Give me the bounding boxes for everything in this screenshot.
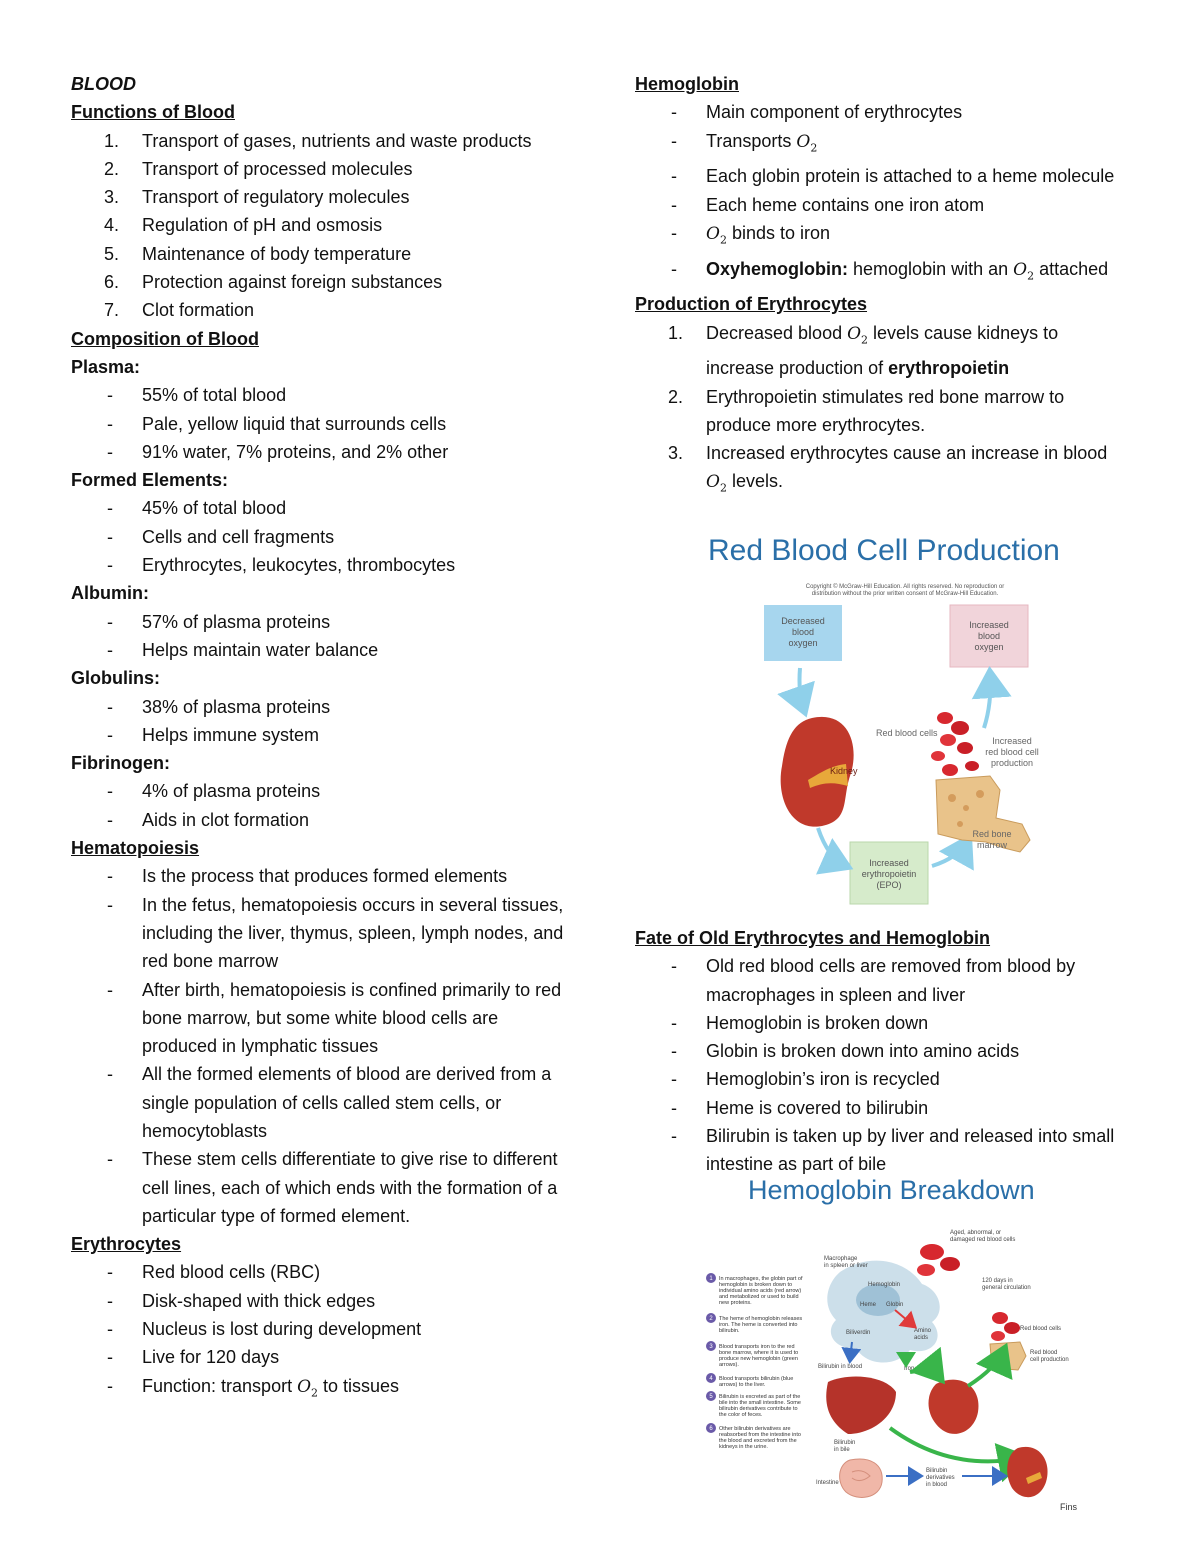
list-item: - Transports $O_2$: [671, 130, 818, 154]
functions-heading: Functions of Blood: [71, 102, 235, 123]
hemoglobin-heading: Hemoglobin: [635, 74, 739, 94]
rbc-label: Red blood cells: [1020, 1326, 1062, 1332]
list-item: 1. Decreased blood $O_2$ levels cause kidneys to increase production of erythropoietin: [668, 322, 1059, 379]
list-item: 3. Increased erythrocytes cause an increase in blood $O_2$ levels.: [668, 443, 1108, 495]
svg-text:bile into the small intestine.: bile into the small intestine. Some: [719, 1400, 801, 1406]
svg-text:the color of feces.: the color of feces.: [719, 1412, 763, 1418]
svg-text:and metabolized or used to bui: and metabolized or used to build: [719, 1294, 799, 1300]
list-item: - 55% of total blood: [107, 385, 287, 406]
list-number: 2.: [104, 158, 120, 179]
svg-text:1: 1: [709, 1276, 713, 1282]
bone-marrow-label: Red bone: [972, 829, 1012, 839]
list-item: - Aids in clot formation: [107, 809, 310, 830]
increased-production-label: red blood cell: [985, 747, 1039, 757]
increased-production-label: Increased: [992, 736, 1032, 746]
list-item: - These stem cells differentiate to give rise to different cell lines, each of which ends with the formation of a particular type of formed element.: [107, 1149, 558, 1226]
hemoglobin-label: Hemoglobin: [868, 1282, 901, 1288]
bone-marrow-label: marrow: [976, 840, 1008, 850]
list-number: 5.: [104, 243, 120, 264]
svg-text:(EPO): (EPO): [876, 880, 902, 890]
svg-text:Blood transports iron to the r: Blood transports iron to the red: [719, 1344, 795, 1350]
right-column: [635, 70, 1125, 503]
rbc-production-label: cell production: [1030, 1357, 1069, 1363]
list-item: - Each heme contains one iron atom: [671, 194, 985, 215]
o2-formula: $O_2$: [706, 223, 727, 247]
list-item: - Erythrocytes, leukocytes, thrombocytes: [107, 555, 456, 576]
svg-text:5: 5: [709, 1394, 713, 1400]
increased-production-label: production: [990, 758, 1034, 768]
arrow-to-increased: [984, 674, 990, 728]
list-item: 7. Clot formation: [71, 296, 571, 324]
bilirubin-derivatives-label: in blood: [926, 1482, 948, 1488]
red-blood-cells-icon: [931, 712, 979, 776]
svg-text:kidneys in the urine.: kidneys in the urine.: [719, 1444, 768, 1450]
list-item: - In the fetus, hematopoiesis occurs in several tissues, including the liver, thymus, spleen, lymph nodes, and red bone marrow: [107, 894, 564, 972]
circulation-label: 120 days in: [982, 1278, 1013, 1284]
list-number: 6.: [104, 272, 120, 293]
list-item: 3. Transport of regulatory molecules: [71, 183, 571, 211]
aged-rbc-label: damaged red blood cells: [950, 1237, 1016, 1243]
left-column: [71, 70, 571, 1407]
list-item: - Disk-shaped with thick edges: [107, 1290, 376, 1311]
list-item: - 45% of total blood: [107, 498, 287, 519]
list-item: - $O_2$ binds to iron: [671, 222, 830, 247]
svg-text:arrows) to the liver.: arrows) to the liver.: [719, 1382, 766, 1388]
albumin-label: Albumin:: [71, 583, 149, 604]
svg-text:iron. The heme is converted in: iron. The heme is converted into: [719, 1322, 798, 1328]
list-item: - Nucleus is lost during development: [107, 1319, 422, 1340]
globin-label: Globin: [886, 1302, 904, 1308]
rbc-cluster-icon: [991, 1312, 1020, 1341]
list-item: - Is the process that produces formed elements: [107, 866, 508, 887]
list-number: 1.: [104, 130, 120, 151]
svg-text:oxygen: oxygen: [974, 642, 1004, 652]
arrow-to-epo: [818, 828, 846, 866]
svg-text:The heme of hemoglobin release: The heme of hemoglobin releases: [719, 1316, 803, 1322]
document-title: BLOOD: [71, 74, 136, 94]
list-item: - Cells and cell fragments: [107, 526, 335, 547]
list-item: - Red blood cells (RBC): [107, 1262, 321, 1283]
composition-heading: Composition of Blood: [71, 328, 259, 349]
svg-text:In macrophages, the globin par: In macrophages, the globin part of: [719, 1276, 803, 1282]
list-number: 4.: [104, 215, 120, 236]
list-item: - All the formed elements of blood are derived from a single population of cells called stem cells, or hemocytoblasts: [107, 1064, 552, 1141]
list-item: - Pale, yellow liquid that surrounds cells: [107, 413, 447, 434]
aged-rbc-icon: [917, 1244, 960, 1276]
biliverdin-label: Biliverdin: [846, 1330, 871, 1336]
arrow-to-marrow: [932, 840, 968, 866]
svg-text:3: 3: [709, 1344, 713, 1350]
formed-elements-label: Formed Elements:: [71, 470, 229, 491]
svg-text:oxygen: oxygen: [788, 638, 818, 648]
svg-text:bilirubin derivatives contribu: bilirubin derivatives contribute to: [719, 1406, 798, 1412]
circulation-label: general circulation: [982, 1285, 1031, 1291]
rbc-production-label: Red blood: [1030, 1350, 1058, 1356]
svg-text:hemoglobin is broken down to: hemoglobin is broken down to: [719, 1282, 793, 1288]
step-list: [706, 1273, 803, 1450]
svg-text:reabsorbed from the intestine: reabsorbed from the intestine into: [719, 1432, 801, 1438]
decreased-oxygen-box: [764, 605, 842, 661]
list-item: 2. Transport of processed molecules: [71, 155, 571, 183]
bilirubin-derivatives-label: Bilirubin: [926, 1468, 948, 1474]
list-item: - Heme is covered to bilirubin: [671, 1097, 929, 1118]
bilirubin-in-bile-label: in bile: [834, 1447, 850, 1453]
svg-text:arrows).: arrows).: [719, 1362, 739, 1368]
list-item: - After birth, hematopoiesis is confined primarily to red bone marrow, but some white blood cells are produced in lymphatic tissues: [107, 979, 562, 1057]
svg-text:Blood transports bilirubin (bl: Blood transports bilirubin (blue: [719, 1376, 794, 1382]
kidney-icon: [781, 717, 858, 827]
o2-formula: $O_2$: [847, 323, 869, 346]
copyright-line: Copyright © McGraw-Hill Education. All rights reserved. No reproduction or: [805, 584, 1005, 590]
list-item: - Main component of erythrocytes: [671, 102, 963, 123]
amino-acids-label: Amino: [914, 1328, 932, 1334]
bilirubin-derivatives-label: derivatives: [926, 1475, 955, 1481]
hematopoiesis-heading: Hematopoiesis: [71, 838, 200, 859]
figure-title: Hemoglobin Breakdown: [748, 1175, 1035, 1205]
list-item: - Each globin protein is attached to a heme molecule: [671, 166, 1115, 187]
plasma-label: Plasma:: [71, 356, 141, 377]
o2-formula: $O_2$: [796, 131, 818, 154]
liver-icon: [826, 1377, 896, 1434]
fibrinogen-label: Fibrinogen:: [71, 753, 170, 774]
macrophage-label: Macrophage: [824, 1256, 858, 1262]
svg-text:the blood and excreted from th: the blood and excreted from the: [719, 1438, 797, 1444]
footer-mark: Fins: [1060, 1502, 1078, 1512]
list-item: - Globin is broken down into amino acids: [671, 1041, 1020, 1062]
amino-acids-label: acids: [914, 1335, 929, 1341]
svg-text:Increased: Increased: [969, 620, 1009, 630]
list-item: 2. Erythropoietin stimulates red bone marrow to produce more erythrocytes.: [668, 386, 1065, 435]
bilirubin-in-blood-label: Bilirubin in blood: [818, 1364, 863, 1370]
svg-text:blood: blood: [791, 627, 815, 637]
list-item: 1. Transport of gases, nutrients and waste products: [71, 127, 571, 155]
aged-rbc-label: Aged, abnormal, or: [950, 1230, 1002, 1236]
svg-text:new proteins.: new proteins.: [719, 1300, 752, 1306]
list-number: 7.: [104, 300, 120, 321]
svg-text:6: 6: [709, 1426, 713, 1432]
fate-heading: Fate of Old Erythrocytes and Hemoglobin: [635, 928, 991, 948]
list-item: - Function: transport $O_2$ to tissues: [107, 1375, 400, 1400]
svg-text:2: 2: [709, 1316, 713, 1322]
list-item: 4. Regulation of pH and osmosis: [71, 211, 571, 239]
globulins-label: Globulins:: [71, 668, 160, 689]
svg-text:Decreased: Decreased: [781, 616, 825, 626]
svg-text:4: 4: [709, 1376, 713, 1382]
kidney-icon: [1007, 1447, 1047, 1497]
list-item: - Live for 120 days: [107, 1347, 280, 1368]
copyright-line: distribution without the prior written consent of McGraw-Hill Education.: [811, 591, 999, 597]
list-item: - Bilirubin is taken up by liver and released into small intestine as part of bile: [671, 1126, 1115, 1175]
heme-label: Heme: [860, 1302, 877, 1308]
svg-text:bilirubin.: bilirubin.: [719, 1328, 740, 1334]
list-item: - 38% of plasma proteins: [107, 696, 331, 717]
list-item: 6. Protection against foreign substances: [71, 268, 571, 296]
o2-formula: $O_2$: [706, 472, 727, 495]
kidney-label: Kidney: [830, 766, 858, 776]
list-item: - Oxyhemoglobin: hemoglobin with an $O_2$ attached: [671, 258, 1109, 282]
svg-text:produce new hemoglobin (green: produce new hemoglobin (green: [719, 1356, 798, 1362]
figure-title: Red Blood Cell Production: [708, 534, 1060, 567]
list-item: - Hemoglobin’s iron is recycled: [671, 1069, 940, 1090]
list-item: - 57% of plasma proteins: [107, 611, 331, 632]
list-item: - 91% water, 7% proteins, and 2% other: [107, 441, 449, 462]
iron-label: Iron: [904, 1366, 915, 1372]
o2-formula: $O_2$: [297, 1376, 319, 1400]
list-item: - 4% of plasma proteins: [107, 781, 321, 802]
rbc-production-figure: [700, 528, 1120, 908]
svg-text:Increased: Increased: [869, 858, 909, 868]
macrophage-label: in spleen or liver: [824, 1263, 868, 1269]
intestine-icon: [840, 1459, 883, 1497]
bilirubin-in-bile-label: Bilirubin: [834, 1440, 856, 1446]
intestine-label: Intestine: [816, 1480, 839, 1486]
list-item: 5. Maintenance of body temperature: [71, 240, 571, 268]
o2-formula: $O_2$: [1013, 259, 1035, 282]
svg-text:Bilirubin is excreted as part: Bilirubin is excreted as part of the: [719, 1394, 801, 1400]
list-item: - Old red blood cells are removed from blood by macrophages in spleen and liver: [671, 956, 1076, 1005]
macrophage-icon: [827, 1261, 939, 1363]
list-number: 3.: [104, 187, 120, 208]
spleen-icon: [929, 1380, 979, 1434]
svg-text:erythropoietin: erythropoietin: [861, 869, 917, 879]
svg-text:Other bilirubin derivatives ar: Other bilirubin derivatives are: [719, 1426, 791, 1432]
svg-text:individual amino acids (red ar: individual amino acids (red arrow): [719, 1288, 802, 1294]
list-item: - Helps immune system: [107, 724, 320, 745]
list-item: - Helps maintain water balance: [107, 639, 379, 660]
arrow-to-kidney: [800, 668, 805, 710]
production-heading: Production of Erythrocytes: [635, 294, 868, 315]
svg-text:bone marrow, where it is used: bone marrow, where it is used to: [719, 1350, 799, 1356]
svg-text:blood: blood: [977, 631, 1001, 641]
hemoglobin-breakdown-figure: [700, 1172, 1120, 1512]
red-blood-cells-label: Red blood cells: [876, 728, 938, 738]
erythrocytes-heading: Erythrocytes: [71, 1234, 182, 1255]
epo-box: [850, 842, 928, 904]
fate-section: [635, 924, 1125, 1179]
increased-oxygen-box: [950, 605, 1028, 667]
list-item: - Hemoglobin is broken down: [671, 1012, 929, 1033]
